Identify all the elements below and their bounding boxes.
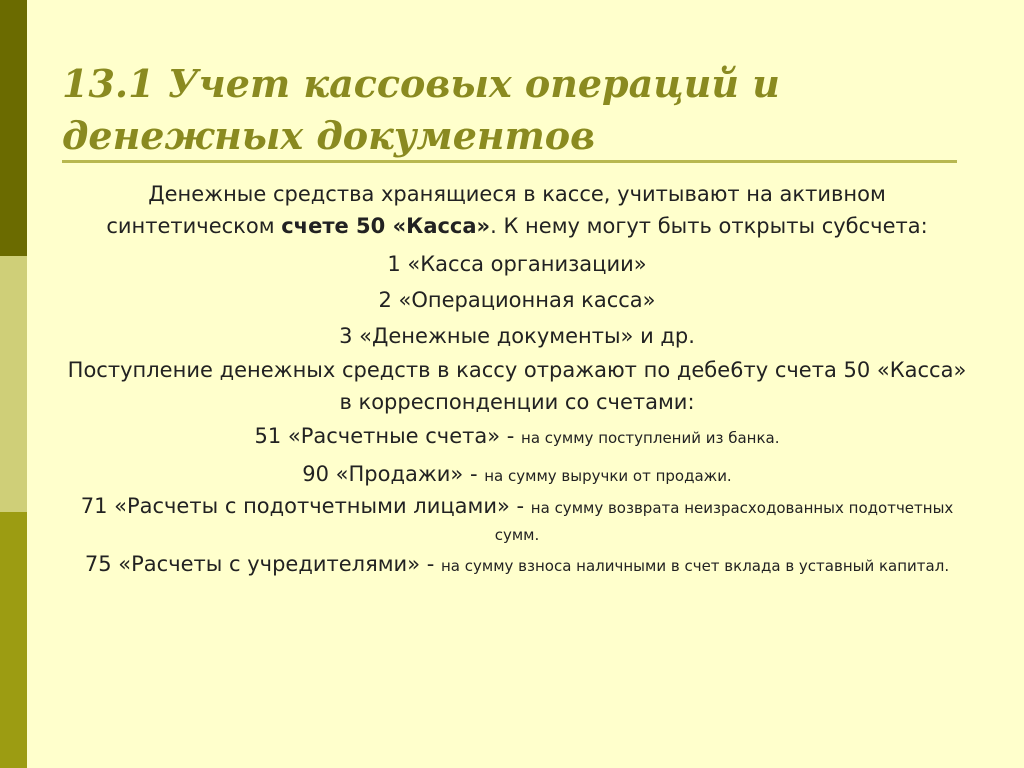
account-item — [62, 418, 972, 456]
account-label: 71 «Расчеты с подотчетными лицами» — [80, 494, 510, 518]
intro-paragraph — [62, 178, 972, 242]
account-note: на сумму взноса наличными в счет вклада в уставный капитал. — [441, 557, 950, 575]
account-label: 75 «Расчеты с учредителями» — [84, 552, 421, 576]
side-bar-top — [0, 0, 27, 256]
account-label: 51 «Расчетные счета» — [254, 424, 501, 448]
subaccount-item: 3 «Денежные документы» и др. — [339, 324, 695, 348]
intro-bold-account: счете 50 «Касса» — [281, 214, 491, 238]
subaccount-item: 1 «Касса организации» — [387, 252, 647, 276]
account-dash: - — [420, 552, 441, 576]
subaccount-item: 2 «Операционная касса» — [378, 288, 656, 312]
intro-text-1: Денежные средства хранящиеся в кассе, учитывают на активном синтетическом — [106, 182, 886, 238]
account-dash: - — [509, 494, 531, 518]
slide-title: 13.1 Учет кассовых операций и денежных документов — [62, 61, 780, 158]
account-note: на сумму возврата неизрасходованных подотчетных сумм. — [494, 499, 954, 544]
account-dash: - — [463, 462, 485, 486]
account-dash: - — [500, 424, 522, 448]
side-bar-middle — [0, 256, 27, 512]
intro-text-2: . К нему могут быть открыты субсчета: — [490, 214, 928, 238]
receipt-paragraph: Поступление денежных средств в кассу отражают по дебе6ту счета 50 «Касса» в корреспонденции со счетами: — [67, 358, 967, 414]
slide-body — [62, 178, 972, 579]
side-bar-bottom — [0, 512, 27, 768]
title-divider — [62, 160, 957, 163]
account-note: на сумму поступлений из банка. — [521, 429, 780, 447]
account-label: 90 «Продажи» — [302, 462, 464, 486]
account-item — [62, 552, 972, 579]
account-note: на сумму выручки от продажи. — [484, 467, 732, 485]
account-item — [62, 456, 972, 494]
account-item — [62, 494, 972, 548]
